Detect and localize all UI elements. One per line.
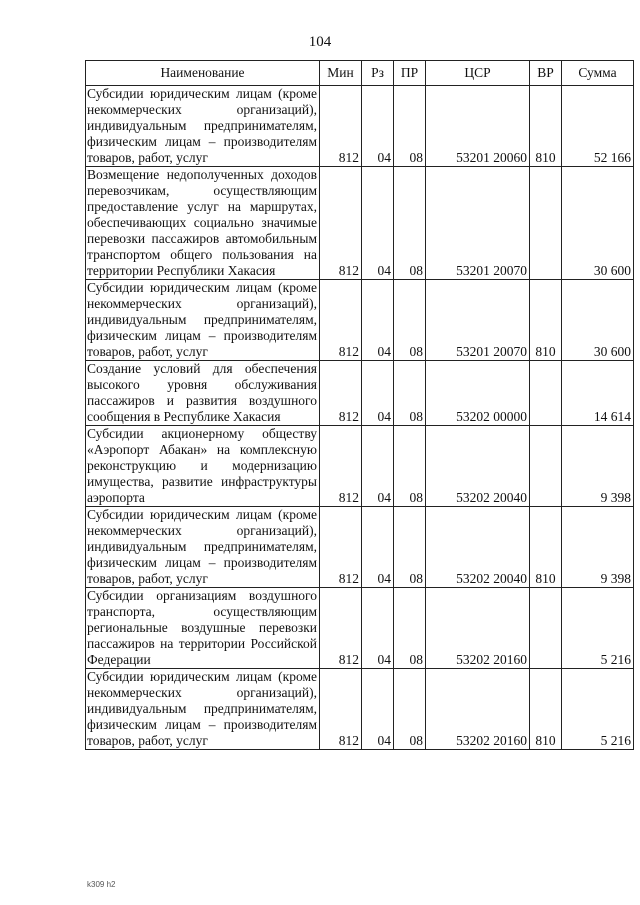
row-csr: 53202 20160 bbox=[426, 669, 530, 750]
header-vr: ВР bbox=[530, 61, 562, 86]
row-pr: 08 bbox=[394, 167, 426, 280]
row-min: 812 bbox=[320, 669, 362, 750]
row-sum: 5 216 bbox=[562, 669, 634, 750]
row-name: Возмещение недополученных доходов перевозчикам, осуществляющим предоставление услуг на маршрутах, обеспечивающих социально значимые перевозки пассажиров автомобильным транспортом общего пользования на территории Республики Хакасия bbox=[86, 167, 320, 280]
header-name: Наименование bbox=[86, 61, 320, 86]
row-pr: 08 bbox=[394, 86, 426, 167]
row-rz: 04 bbox=[362, 167, 394, 280]
table-row bbox=[86, 86, 634, 167]
row-vr: 810 bbox=[530, 507, 562, 588]
row-min: 812 bbox=[320, 167, 362, 280]
row-csr: 53201 20070 bbox=[426, 167, 530, 280]
row-rz: 04 bbox=[362, 361, 394, 426]
row-pr: 08 bbox=[394, 280, 426, 361]
table-row bbox=[86, 167, 634, 280]
row-vr: 810 bbox=[530, 86, 562, 167]
row-pr: 08 bbox=[394, 426, 426, 507]
row-csr: 53201 20060 bbox=[426, 86, 530, 167]
row-name: Субсидии акционерному обществу «Аэропорт Абакан» на комплексную реконструкцию и модернизацию имущества, развитие инфраструктуры аэропорта bbox=[86, 426, 320, 507]
table-row bbox=[86, 669, 634, 750]
row-vr bbox=[530, 361, 562, 426]
row-sum: 52 166 bbox=[562, 86, 634, 167]
row-name: Субсидии юридическим лицам (кроме некоммерческих организаций), индивидуальным предпринимателям, физическим лицам – производителям товаров, работ, услуг bbox=[86, 86, 320, 167]
row-min: 812 bbox=[320, 426, 362, 507]
row-vr bbox=[530, 167, 562, 280]
row-sum: 14 614 bbox=[562, 361, 634, 426]
row-csr: 53202 20160 bbox=[426, 588, 530, 669]
row-sum: 30 600 bbox=[562, 280, 634, 361]
row-name: Создание условий для обеспечения высокого уровня обслуживания пассажиров и развития воздушного сообщения в Республике Хакасия bbox=[86, 361, 320, 426]
table-row bbox=[86, 507, 634, 588]
page-number: 104 bbox=[308, 34, 332, 50]
row-sum: 5 216 bbox=[562, 588, 634, 669]
row-name: Субсидии юридическим лицам (кроме некоммерческих организаций), индивидуальным предпринимателям, физическим лицам – производителям товаров, работ, услуг bbox=[86, 280, 320, 361]
row-csr: 53201 20070 bbox=[426, 280, 530, 361]
row-sum: 30 600 bbox=[562, 167, 634, 280]
row-vr: 810 bbox=[530, 280, 562, 361]
row-sum: 9 398 bbox=[562, 507, 634, 588]
header-csr: ЦСР bbox=[426, 61, 530, 86]
row-rz: 04 bbox=[362, 588, 394, 669]
header-min: Мин bbox=[320, 61, 362, 86]
row-csr: 53202 20040 bbox=[426, 426, 530, 507]
table-header-row bbox=[86, 61, 634, 86]
row-csr: 53202 20040 bbox=[426, 507, 530, 588]
budget-table bbox=[85, 60, 634, 750]
row-vr bbox=[530, 588, 562, 669]
row-rz: 04 bbox=[362, 426, 394, 507]
row-pr: 08 bbox=[394, 507, 426, 588]
row-min: 812 bbox=[320, 507, 362, 588]
row-rz: 04 bbox=[362, 669, 394, 750]
row-name: Субсидии юридическим лицам (кроме некоммерческих организаций), индивидуальным предпринимателям, физическим лицам – производителям товаров, работ, услуг bbox=[86, 507, 320, 588]
table-row bbox=[86, 361, 634, 426]
row-pr: 08 bbox=[394, 669, 426, 750]
footer-mark: k309 h2 bbox=[87, 880, 116, 889]
row-vr bbox=[530, 426, 562, 507]
table-row bbox=[86, 426, 634, 507]
table-row bbox=[86, 588, 634, 669]
row-pr: 08 bbox=[394, 588, 426, 669]
row-min: 812 bbox=[320, 280, 362, 361]
row-vr: 810 bbox=[530, 669, 562, 750]
row-sum: 9 398 bbox=[562, 426, 634, 507]
row-csr: 53202 00000 bbox=[426, 361, 530, 426]
row-rz: 04 bbox=[362, 86, 394, 167]
row-pr: 08 bbox=[394, 361, 426, 426]
row-min: 812 bbox=[320, 588, 362, 669]
row-name: Субсидии юридическим лицам (кроме некоммерческих организаций), индивидуальным предпринимателям, физическим лицам – производителям товаров, работ, услуг bbox=[86, 669, 320, 750]
header-rz: Рз bbox=[362, 61, 394, 86]
row-name: Субсидии организациям воздушного транспорта, осуществляющим региональные воздушные перевозки пассажиров на территории Российской Федерации bbox=[86, 588, 320, 669]
row-rz: 04 bbox=[362, 507, 394, 588]
header-pr: ПР bbox=[394, 61, 426, 86]
row-min: 812 bbox=[320, 86, 362, 167]
table-row bbox=[86, 280, 634, 361]
header-sum: Сумма bbox=[562, 61, 634, 86]
row-min: 812 bbox=[320, 361, 362, 426]
row-rz: 04 bbox=[362, 280, 394, 361]
